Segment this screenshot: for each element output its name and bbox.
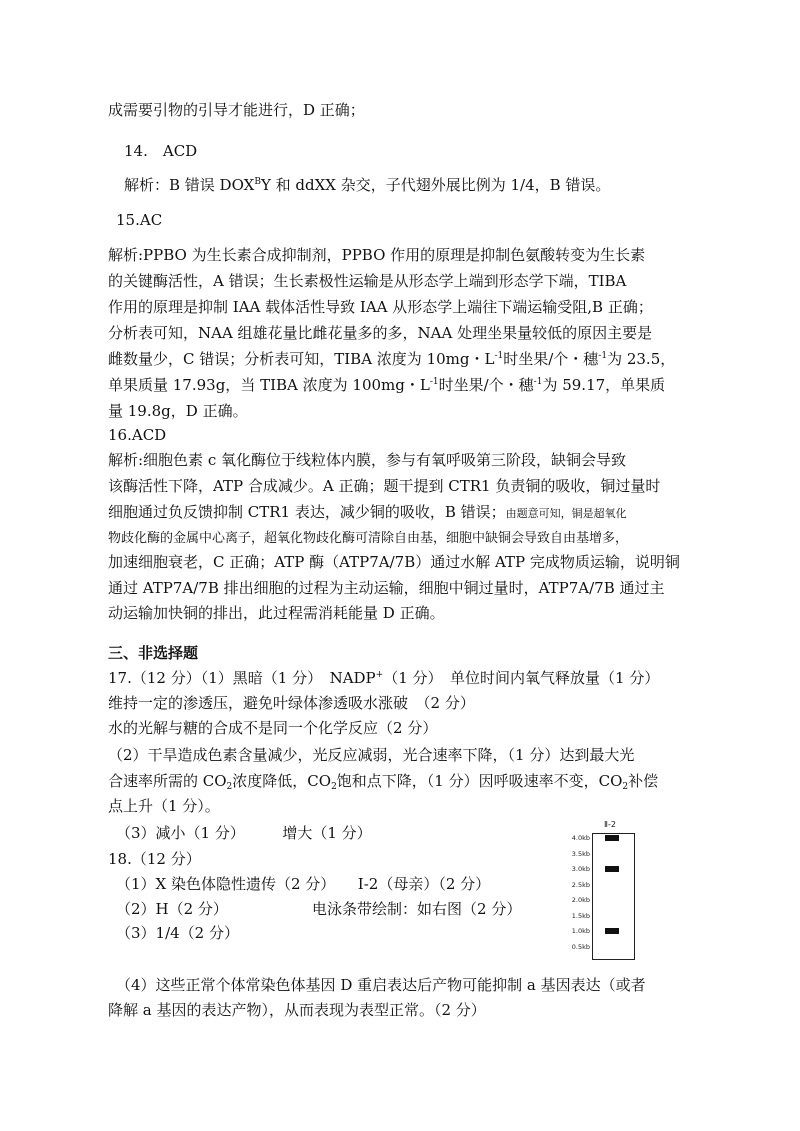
answer-18-line: （3）1/4（2 分） — [116, 924, 239, 942]
ladder-tick-label: 0.5kb — [571, 942, 590, 951]
ladder-tick-label: 1.0kb — [571, 927, 590, 935]
ladder-tick-label: 3.0kb — [571, 865, 590, 873]
answer-18-line: 电泳条带绘制：如右图（2 分） — [312, 900, 522, 918]
answer-17-line: 17.（12 分）（1）黑暗（1 分） NADP+（1 分） 单位时间内氧气释放量（1 分） — [108, 669, 660, 687]
explanation-16-line: 物歧化酶的金属中心离子，超氧化物歧化酶可清除自由基，细胞中缺铜会导致自由基增多， — [108, 531, 629, 546]
gel-band — [605, 928, 619, 934]
answer-15: 15.AC — [116, 211, 163, 229]
ladder-tick-label: 3.5kb — [571, 849, 590, 858]
answer-17-line: （3）减小（1 分） 增大（1 分） — [116, 824, 372, 842]
ladder-tick-label: 2.0kb — [571, 896, 590, 904]
explanation-15-line: 量 19.8g，D 正确。 — [108, 402, 248, 420]
answer-17-line: （2）干旱造成色素含量减少，光反应减弱，光合速率下降，（1 分）达到最大光 — [108, 746, 635, 764]
answer-14: 14. ACD — [124, 142, 198, 160]
explanation-16-line: 解析:细胞色素 c 氧化酶位于线粒体内膜，参与有氧呼吸第三阶段，缺铜会导致 — [108, 451, 626, 469]
answer-18-line: 降解 a 基因的表达产物），从而表现为表型正常。（2 分） — [108, 1001, 486, 1019]
explanation-16-line: 通过 ATP7A/7B 排出细胞的过程为主动运输，细胞中铜过量时，ATP7A/7B 通过主 — [108, 579, 665, 597]
section-heading: 三、非选择题 — [108, 644, 199, 662]
text-line: 成需要引物的引导才能进行，D 正确； — [108, 101, 365, 119]
answer-17-line: 水的光解与糖的合成不是同一个化学反应（2 分） — [108, 719, 438, 737]
explanation-15-line: 雌数量少，C 错误；分析表可知，TIBA 浓度为 10mg・$L^{-1}$时坐果/个・穗$^{-1}$为 23.5， — [108, 350, 676, 368]
answer-17-line: 维持一定的渗透压，避免叶绿体渗透吸水涨破 （2 分） — [108, 694, 475, 712]
answer-18-line: （4）这些正常个体常染色体基因 D 重启表达后产物可能抑制 a 基因表达（或者 — [116, 976, 646, 994]
ladder-tick-label: 1.5kb — [571, 911, 590, 920]
explanation-16-line: 细胞通过负反馈抑制 CTR1 表达，减少铜的吸收，B 错误；由题意可知，铜是超氧化 — [108, 503, 627, 521]
answer-16: 16.ACD — [108, 426, 167, 444]
explanation-15-line: 作用的原理是抑制 IAA 载体活性导致 IAA 从形态学上端往下端运输受阻,B 正确； — [108, 298, 653, 316]
answer-18-line: （1）X 染色体隐性遗传（2 分） Ⅰ-2（母亲）（2 分） — [116, 875, 491, 893]
gel-lane — [592, 833, 635, 960]
explanation-16-line: 加速细胞衰老，C 正确；ATP 酶（ATP7A/7B）通过水解 ATP 完成物质运输，说明铜 — [108, 553, 680, 571]
explanation-16-line: 该酶活性下降，ATP 合成减少。A 正确；题干提到 CTR1 负责铜的吸收，铜过量时 — [108, 477, 661, 495]
explanation-16-line: 动运输加快铜的排出，此过程需消耗能量 D 正确。 — [108, 604, 445, 622]
answer-17-line: 合速率所需的 $CO_2$浓度降低，$CO_2$饱和点下降，（1 分）因呼吸速率不变，$CO_2$补偿 — [108, 772, 659, 792]
explanation-14: 解析：B 错误 $DOX^BY$ 和 ddXX 杂交，子代翅外展比例为 1/4，B 错误。 — [124, 176, 611, 194]
ladder-tick-label: 4.0kb — [571, 834, 590, 842]
lane-label: Ⅱ-2 — [604, 820, 616, 829]
gel-band — [605, 835, 619, 841]
answer-18-line: （2）H（2 分） — [116, 900, 228, 918]
explanation-15-line: 解析:PPBO 为生长素合成抑制剂，PPBO 作用的原理是抑制色氨酸转变为生长素 — [108, 246, 646, 264]
explanation-15-line: 的关键酶活性，A 错误；生长素极性运输是从形态学上端到形态学下端，TIBA — [108, 272, 627, 290]
ladder-tick-label: 2.5kb — [571, 880, 590, 889]
answer-18-line: 18.（12 分） — [108, 850, 201, 868]
gel-band — [605, 866, 619, 872]
answer-17-line: 点上升（1 分）。 — [108, 797, 220, 815]
electrophoresis-figure — [562, 820, 672, 965]
explanation-15-line: 分析表可知，NAA 组雄花量比雌花量多的多，NAA 处理坐果量较低的原因主要是 — [108, 324, 653, 342]
explanation-15-line: 单果质量 17.93g，当 TIBA 浓度为 100mg・$L^{-1}$时坐果/个・穗$^{-1}$为 59.17，单果质 — [108, 376, 666, 394]
